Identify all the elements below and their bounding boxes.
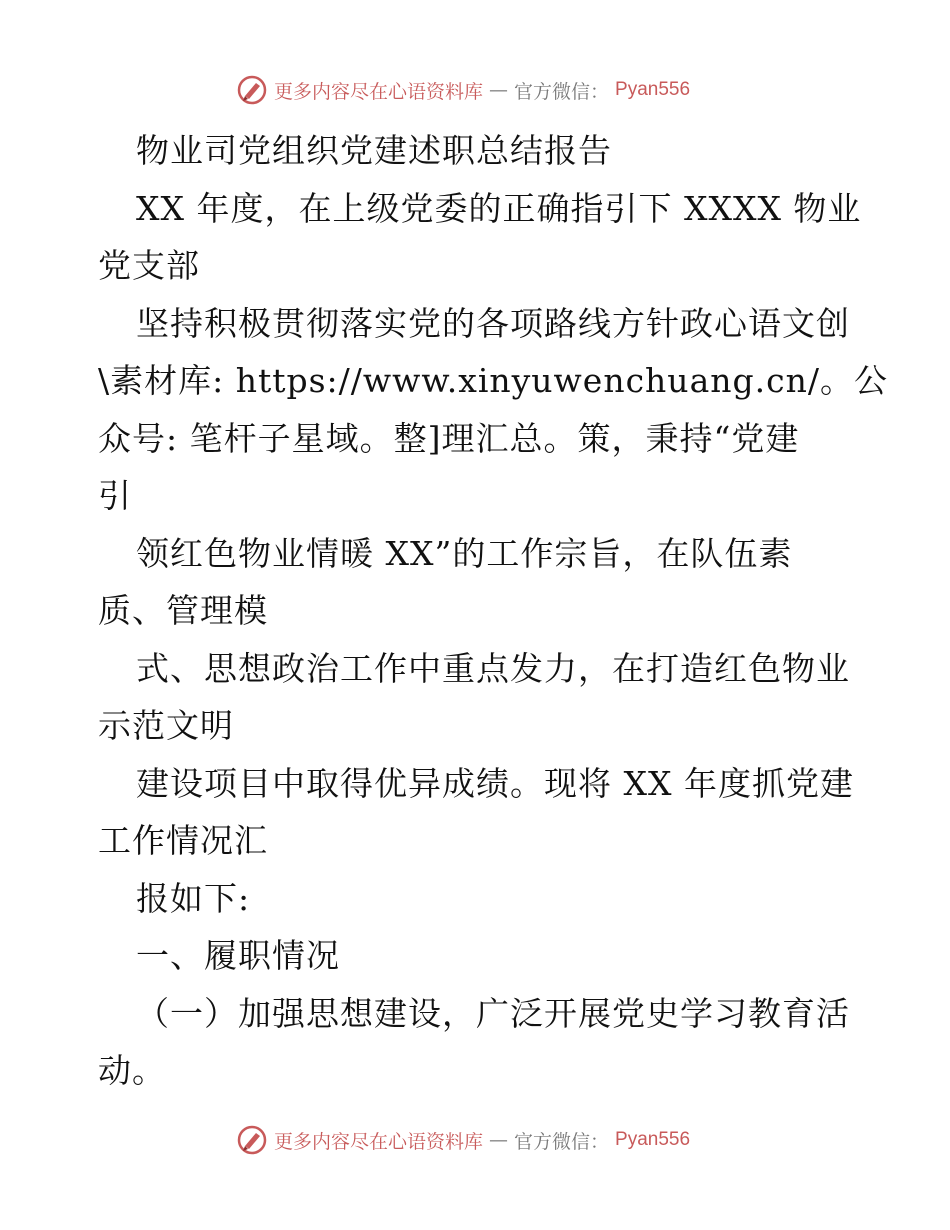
watermark-main-text: 更多内容尽在心语资料库	[274, 1130, 484, 1153]
watermark-wechat-label: 官方微信：	[514, 1130, 610, 1153]
watermark-wechat-label: 官方微信：	[514, 80, 610, 103]
paragraph-line: 引	[98, 476, 132, 515]
document-body	[98, 122, 888, 1100]
document-title: 物业司党组织党建述职总结报告	[136, 131, 612, 170]
paragraph-line: 党支部	[98, 246, 200, 285]
paragraph-line: 工作情况汇	[98, 821, 268, 860]
footer-watermark	[236, 1122, 690, 1158]
watermark-separator: —	[489, 79, 509, 101]
watermark-wechat-id: Pyan556	[615, 79, 691, 100]
paragraph-line: 报如下:	[136, 878, 251, 918]
section-heading: 一、履职情况	[136, 936, 340, 975]
watermark-main-text: 更多内容尽在心语资料库	[274, 80, 484, 103]
paragraph-line: 众号: 笔杆子星域。整]理汇总。策，秉持“党建	[98, 418, 800, 458]
paragraph-line: 建设项目中取得优异成绩。现将 XX 年度抓党建	[136, 763, 854, 803]
header-watermark	[236, 72, 690, 108]
pen-logo-icon	[236, 74, 268, 106]
paragraph-line: 领红色物业情暖 XX”的工作宗旨，在队伍素	[136, 533, 793, 573]
pen-logo-icon	[236, 1124, 268, 1156]
paragraph-line: 式、思想政治工作中重点发力，在打造红色物业	[136, 648, 850, 688]
paragraph-line: XX 年度，在上级党委的正确指引下 XXXX 物业	[136, 188, 862, 228]
subsection-heading: （一）加强思想建设，广泛开展党史学习教育活	[136, 993, 850, 1033]
paragraph-line: 动。	[98, 1051, 166, 1090]
paragraph-line: 质、管理模	[98, 591, 268, 630]
watermark-wechat-id: Pyan556	[615, 1129, 691, 1150]
paragraph-line: \素材库: https://www.xinyuwenchuang.cn/。公	[98, 361, 888, 400]
paragraph-line: 示范文明	[98, 706, 234, 745]
paragraph-line: 坚持积极贯彻落实党的各项路线方针政心语文创	[136, 303, 850, 343]
watermark-separator: —	[489, 1129, 509, 1151]
